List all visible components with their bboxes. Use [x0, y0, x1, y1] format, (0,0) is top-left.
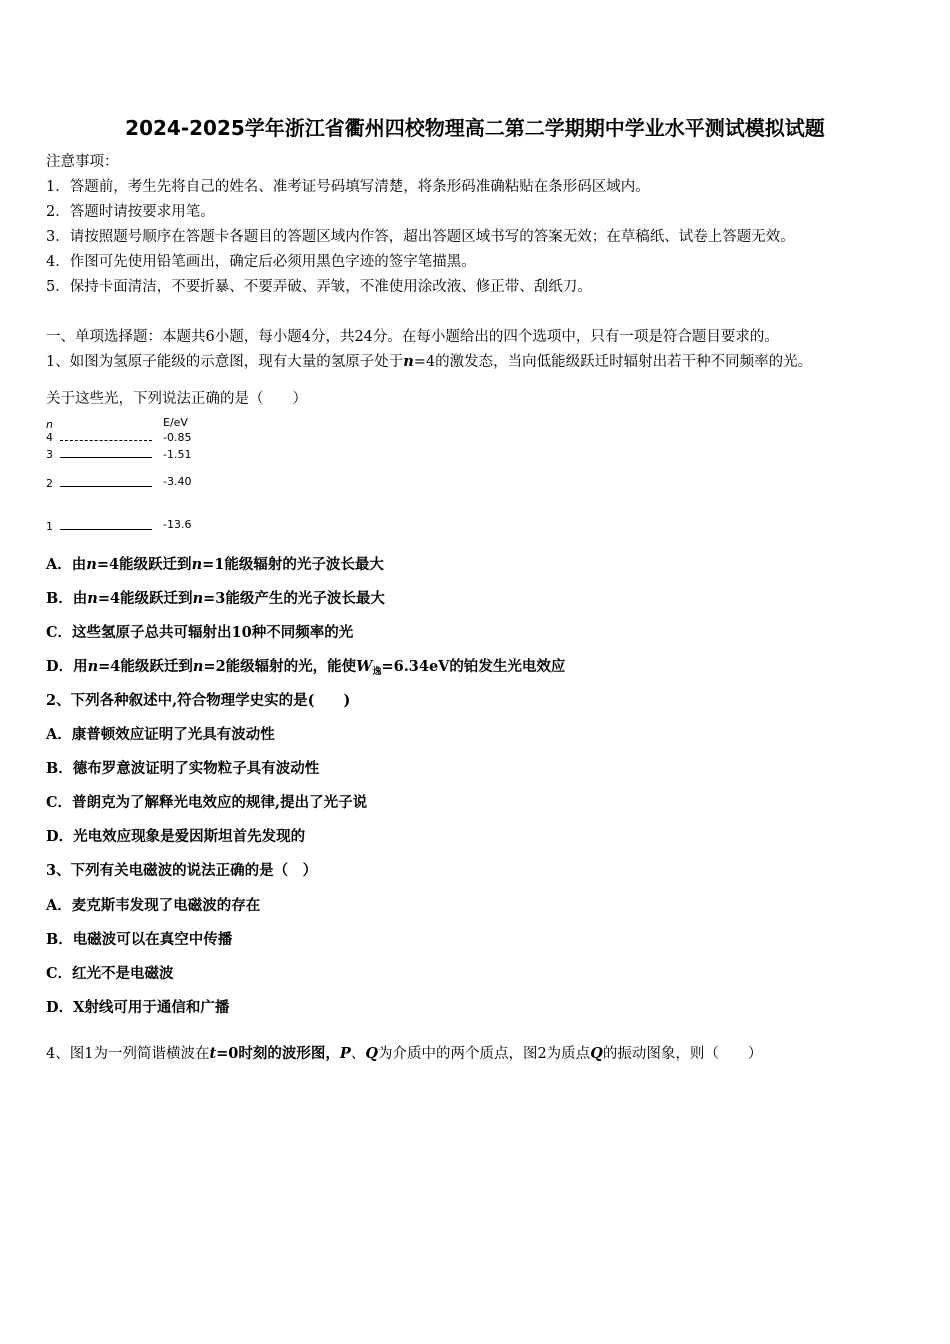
level-line [60, 457, 152, 458]
q3-option-d[interactable]: D．X射线可用于通信和广播 [46, 999, 230, 1016]
q1-option-c[interactable]: C．这些氢原子总共可辐射出10种不同频率的光 [46, 624, 354, 641]
level-energy: -13.6 [163, 518, 192, 531]
level-energy: -3.40 [163, 475, 192, 488]
page-title: 2024-2025学年浙江省衢州四校物理高二第二学期期中学业水平测试模拟试题 [125, 116, 825, 140]
notice-item: 5．保持卡面清洁，不要折暴、不要弄破、弄皱，不准使用涂改液、修正带、刮纸刀。 [46, 279, 592, 295]
notice-item: 2．答题时请按要求用笔。 [46, 204, 215, 220]
level-line-dashed [60, 440, 152, 441]
q3-option-b[interactable]: B．电磁波可以在真空中传播 [46, 931, 233, 948]
level-line [60, 486, 152, 487]
energy-axis-label: E/eV [163, 416, 188, 429]
q4-stem: 4、图1为一列简谐横波在t=0时刻的波形图，P、Q为介质中的两个质点，图2为质点Q的振动图象，则（ ） [46, 1045, 763, 1062]
notice-item: 3．请按照题号顺序在答题卡各题目的答题区域内作答，超出答题区域书写的答案无效；在草稿纸、试卷上答题无效。 [46, 229, 795, 245]
level-energy: -1.51 [163, 448, 192, 461]
q1-option-b[interactable]: B．由n=4能级跃迁到n=3能级产生的光子波长最大 [46, 590, 385, 607]
q1-option-d[interactable]: D．用n=4能级跃迁到n=2能级辐射的光，能使$W_逸=6.34eV$的铂发生光电效应 [46, 658, 566, 677]
energy-level-diagram [44, 416, 214, 542]
level-n: 3 [46, 448, 53, 461]
q1-option-a[interactable]: A．由n=4能级跃迁到n=1能级辐射的光子波长最大 [46, 556, 384, 573]
level-line [60, 529, 152, 530]
q1-stem-2: 关于这些光，下列说法正确的是（ ） [46, 391, 307, 407]
level-n: 4 [46, 431, 53, 444]
q3-stem: 3、下列有关电磁波的说法正确的是（ ） [46, 862, 318, 879]
q2-option-a[interactable]: A．康普顿效应证明了光具有波动性 [46, 726, 275, 743]
level-n: 2 [46, 477, 53, 490]
level-n: 1 [46, 520, 53, 533]
q3-option-c[interactable]: C．红光不是电磁波 [46, 965, 174, 982]
q3-option-a[interactable]: A．麦克斯韦发现了电磁波的存在 [46, 897, 261, 914]
section-heading: 一、单项选择题：本题共6小题，每小题4分，共24分。在每小题给出的四个选项中，只有一项是符合题目要求的。 [46, 329, 779, 345]
q2-option-d[interactable]: D．光电效应现象是爱因斯坦首先发现的 [46, 828, 306, 845]
notice-item: 4．作图可先使用铅笔画出，确定后必须用黑色字迹的签字笔描黑。 [46, 254, 476, 270]
n-axis-label: n [46, 418, 53, 431]
q2-stem: 2、下列各种叙述中,符合物理学史实的是( ) [46, 692, 351, 709]
level-energy: -0.85 [163, 431, 192, 444]
q1-stem: 1、如图为氢原子能级的示意图，现有大量的氢原子处于n=4的激发态，当向低能级跃迁时辐射出若干种不同频率的光。 [46, 353, 813, 370]
notice-item: 1．答题前，考生先将自己的姓名、准考证号码填写清楚，将条形码准确粘贴在条形码区域内。 [46, 179, 650, 195]
notice-heading: 注意事项： [46, 154, 119, 170]
q2-option-c[interactable]: C．普朗克为了解释光电效应的规律,提出了光子说 [46, 794, 368, 811]
q2-option-b[interactable]: B．德布罗意波证明了实物粒子具有波动性 [46, 760, 320, 777]
